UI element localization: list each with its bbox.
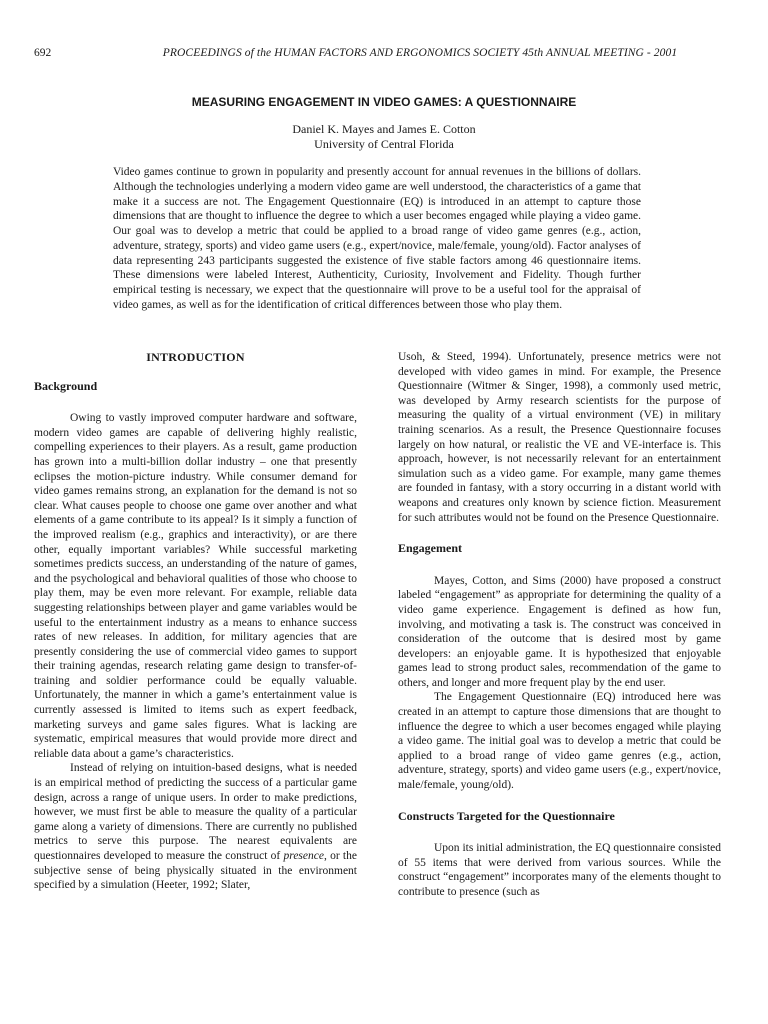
paragraph: Mayes, Cotton, and Sims (2000) have proposed a construct labeled “engagement” as appropriate for determining the quality of a video game experience. Engagement is defined as how fun, involving, and motivating a task is. The construct was conceived in consideration of the outcome that is desired most by game developers: an enjoyable game. It is hypothesized that enjoyable games lead to strong product sales, recommendation of the game to others, and longer and more frequent play by the end user. (398, 574, 721, 689)
italic-term: presence (283, 850, 324, 862)
subheading-engagement: Engagement (398, 541, 462, 556)
paragraph: Owing to vastly improved computer hardware and software, modern video games are capable of delivering highly realistic, compelling experiences to their players. As a result, game production has grown into a multi-billion dollar industry – one that presently eclipses the motion-picture industry. While consumer demand for video games remains strong, an explanation for the demand is not so clear. What causes people to choose one game over another and what elements of a game contribute to its appeal? Is it simply a function of the improved realism (e.g., graphics and interactivity), or are there other, equally important variables? While successful marketing sometimes predicts success, an understanding of the nature of games, and the psychological and behavioral qualities of those who choose to play them, may be even more relevant. For example, reliable data suggesting relationships between player and game variables would be useful to the entertainment industry as a means to enhance success rates of new releases. In addition, for military agencies that are presently considering the use of commercial video games to support their training agendas, research relating game design to transfer-of-training and soldier performance could be equally valuable. Unfortunately, the manner in which a game’s entertainment value is currently assessed is limited to items such as expert feedback, marketing surveys and game sales figures. What is lacking are systematic, empirical measures that would provide more direct and reliable data about a game’s characteristics. (34, 412, 357, 760)
paragraph: Upon its initial administration, the EQ questionnaire consisted of 55 items that were derived from various sources. While the construct “engagement” incorporates many of the elements thought to contribute to presence (such as (398, 842, 721, 898)
subheading-constructs: Constructs Targeted for the Questionnaire (398, 808, 615, 823)
paragraph: The Engagement Questionnaire (EQ) introduced here was created in an attempt to capture those dimensions that are thought to influence the degree to which a user becomes engaged while playing a video game. The initial goal was to develop a metric that could be applied to a broad range of video game genres (e.g., action, adventure, strategy, sports) and video game users (e.g., expert/novice, male/female, young/old). (398, 691, 721, 792)
author-block (0, 122, 768, 152)
left-column (34, 350, 357, 893)
paragraph: Usoh, & Steed, 1994). Unfortunately, presence metrics were not developed with video games in mind. For example, the Presence Questionnaire (Witmer & Singer, 1998), a commonly used metric, was developed by Army research scientists for the purpose of measuring the quality of a virtual environment (VE) in military training scenarios. As a result, the Presence Questionnaire focuses largely on how natural, or realistic the VE and VE-interface is. This approach, however, is not necessarily relevant for an entertainment simulation such as a video game. For example, many game themes are founded in fantasy, with a story occurring in a distant world with weapons and creatures only known by science fiction. Measurement for such attributes would not be found on the Presence Questionnaire. (398, 351, 721, 524)
right-column (398, 350, 721, 900)
paragraph-text: , or the subjective sense of being physically situated in the environment specified by a simulation (Heeter, 1992; Slater, (34, 850, 357, 892)
paragraph (34, 761, 357, 892)
running-head: PROCEEDINGS of the HUMAN FACTORS AND ERGONOMICS SOCIETY 45th ANNUAL MEETING - 2001 (162, 47, 678, 59)
paragraph-text: Instead of relying on intuition-based designs, what is needed is an empirical method of predicting the success of a particular game design, across a range of unique users. In order to make predictions, however, we must first be able to measure the quality of a particular game along a variety of dimensions. There are currently no published metrics to serve this purpose. The nearest equivalents are questionnaires developed to measure the construct of (34, 762, 357, 862)
page-number: 692 (34, 47, 52, 59)
paper-title: MEASURING ENGAGEMENT IN VIDEO GAMES: A QUESTIONNAIRE (191, 95, 577, 109)
affiliation: University of Central Florida (314, 137, 454, 151)
subheading-background: Background (34, 378, 98, 393)
abstract: Video games continue to grown in popularity and presently account for annual revenues in the billions of dollars. Although the technologies underlying a modern video game are well understood, the characteristics of a game that make it a success are not. The Engagement Questionnaire (EQ) is introduced in an attempt to capture those dimensions that are thought to influence the degree to which a user becomes engaged while playing a video game. Our goal was to develop a metric that could be applied to a broad range of video game genres (e.g., action, adventure, strategy, sports) and video game users (e.g., expert/novice, male/female, young/old). Factor analyses of data representing 243 participants suggested the existence of five stable factors among 46 questionnaire items. These dimensions were labeled Interest, Authenticity, Curiosity, Involvement and Fidelity. Though further empirical testing is necessary, we expect that the questionnaire will prove to be a useful tool for the appraisal of video games, as well as for the identification of critical differences between those who play them. (113, 166, 641, 311)
section-heading-introduction: INTRODUCTION (146, 350, 245, 364)
authors: Daniel K. Mayes and James E. Cotton (292, 122, 476, 136)
